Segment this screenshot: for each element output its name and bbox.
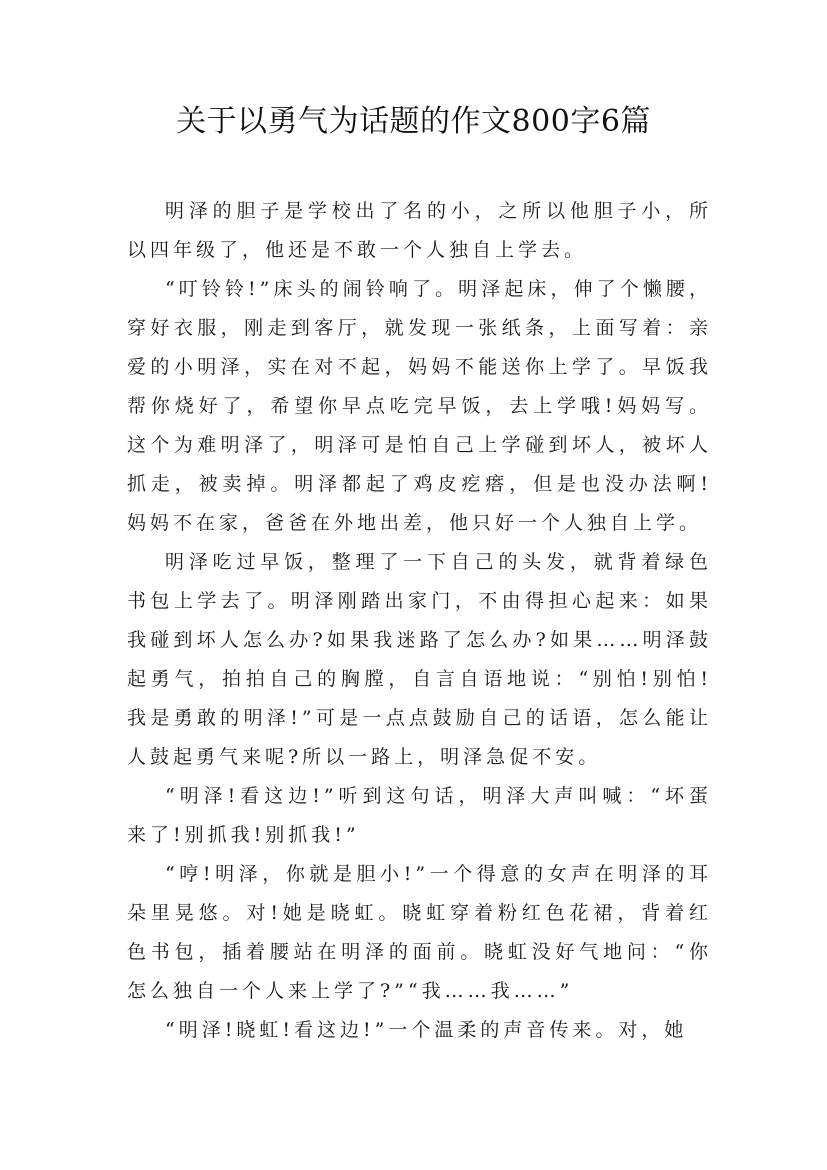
paragraph-2: “叮铃铃!”床头的闹铃响了。明泽起床，伸了个懒腰，穿好衣服，刚走到客厅，就发现一张纸条，上面写着：亲爱的小明泽，实在对不起，妈妈不能送你上学了。早饭我帮你烧好了，希望你早点吃完早饭，去上学哦!妈妈写。这个为难明泽了，明泽可是怕自己上学碰到坏人，被坏人抓走，被卖掉。明泽都起了鸡皮疙瘩，但是也没办法啊!妈妈不在家，爸爸在外地出差，他只好一个人独自上学。: [127, 278, 712, 534]
paragraph-5: “哼!明泽，你就是胆小!”一个得意的女声在明泽的耳朵里晃悠。对!她是晓虹。晓虹穿着粉红色花裙，背着红色书包，插着腰站在明泽的面前。晓虹没好气地问：“你怎么独自一个人来上学了?”“我……我……”: [127, 863, 712, 1002]
paragraph-4: “明泽!看这边!”听到这句话，明泽大声叫喊：“坏蛋来了!别抓我!别抓我!”: [127, 785, 712, 846]
document-title: 关于以勇气为话题的作文800字6篇: [176, 104, 651, 139]
paragraph-3: 明泽吃过早饭，整理了一下自己的头发，就背着绿色书包上学去了。明泽刚踏出家门，不由得担心起来：如果我碰到坏人怎么办?如果我迷路了怎么办?如果……明泽鼓起勇气，拍拍自己的胸膛，自言自语地说：“别怕!别怕!我是勇敢的明泽!”可是一点点鼓励自己的话语，怎么能让人鼓起勇气来呢?所以一路上，明泽急促不安。: [127, 551, 712, 768]
paragraph-1: 明泽的胆子是学校出了名的小，之所以他胆子小，所以四年级了，他还是不敢一个人独自上学去。: [127, 200, 712, 261]
document-body: [127, 192, 712, 1050]
paragraph-6: “明泽!晓虹!看这边!”一个温柔的声音传来。对，她: [165, 1019, 688, 1041]
